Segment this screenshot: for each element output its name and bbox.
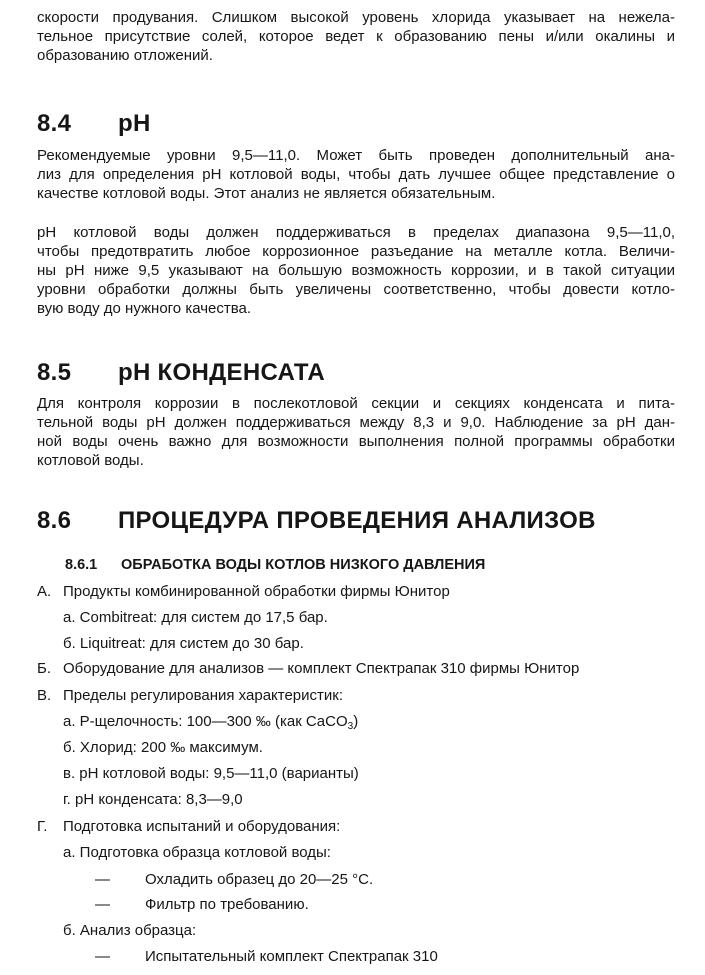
text-line: качестве котловой воды. Этот анализ не является обязательным.: [37, 185, 496, 202]
list-subitem: б. Хлорид: 200 ‰ максимум.: [63, 739, 263, 756]
text-line: Для контроля коррозии в послекотловой секции и секциях конденсата и пита-: [37, 395, 675, 412]
section-8-5-paragraph: [37, 394, 675, 470]
text-line: тельной воды pH должен поддерживаться между 8,3 и 9,0. Наблюдение за pH дан-: [37, 414, 675, 431]
list-text: Пределы регулирования характеристик:: [63, 687, 344, 704]
text-line: котловой воды.: [37, 452, 144, 469]
dash-text: Испытательный комплект Спектрапак 310: [145, 948, 438, 965]
list-subitem: б. Liquitreat: для систем до 30 бар.: [63, 635, 304, 652]
list-subitem: [63, 712, 358, 731]
section-8-4-paragraph-2: [37, 223, 675, 318]
list-subitem: б. Анализ образца:: [63, 922, 197, 939]
dash-text: Фильтр по требованию.: [145, 896, 309, 913]
closing-paren: ): [353, 713, 359, 730]
section-title: pH: [118, 110, 151, 137]
section-8-5-heading: [37, 359, 325, 387]
section-8-4-heading: [37, 110, 151, 138]
list-subitem: а. Подготовка образца котловой воды:: [63, 844, 331, 861]
text-line: pH котловой воды должен поддерживаться в пределах диапазона 9,5—11,0,: [37, 224, 675, 241]
section-number: 8.6: [37, 507, 72, 534]
section-number: 8.5: [37, 359, 72, 386]
subsection-number: 8.6.1: [65, 557, 98, 573]
subsection-8-6-1-heading: [65, 556, 485, 574]
text-line: лиз для определения pH котловой воды, чтобы дать лучшее общее представление о: [37, 166, 675, 183]
list-subitem: г. pH конденсата: 8,3—9,0: [63, 791, 243, 808]
section-number: 8.4: [37, 110, 72, 137]
text-line: образованию отложений.: [37, 47, 213, 64]
list-text: Продукты комбинированной обработки фирмы Юнитор: [63, 583, 450, 600]
list-label: Б.: [37, 660, 52, 677]
list-label: В.: [37, 687, 52, 704]
dash-item: [95, 870, 373, 889]
list-item-a: [37, 582, 450, 601]
text-line: тельное присутствие солей, которое ведет к образованию пены и/или окалины и: [37, 28, 675, 45]
list-item-v: [37, 686, 343, 705]
dash-mark: —: [95, 948, 110, 965]
dash-item: [95, 895, 309, 914]
section-8-6-heading: [37, 507, 596, 535]
subsection-title: ОБРАБОТКА ВОДЫ КОТЛОВ НИЗКОГО ДАВЛЕНИЯ: [121, 557, 486, 573]
list-label: Г.: [37, 818, 48, 835]
text-line: скорости продувания. Слишком высокой уровень хлорида указывает на нежела-: [37, 9, 675, 26]
list-label: А.: [37, 583, 52, 600]
dash-text: Охладить образец до 20—25 °С.: [145, 871, 374, 888]
dash-mark: —: [95, 871, 110, 888]
dash-item: [95, 947, 438, 966]
subscript: 3: [347, 721, 354, 732]
section-title: ПРОЦЕДУРА ПРОВЕДЕНИЯ АНАЛИЗОВ: [118, 507, 596, 534]
list-item-g: [37, 817, 340, 836]
section-8-4-paragraph-1: [37, 146, 675, 203]
section-title: pH КОНДЕНСАТА: [118, 359, 325, 386]
alkalinity-text: а. Р-щелочность: 100—300 ‰ (как CaCO: [63, 713, 348, 730]
list-subitem: в. pH котловой воды: 9,5—11,0 (варианты): [63, 765, 359, 782]
list-text: Оборудование для анализов — комплект Спектрапак 310 фирмы Юнитор: [63, 660, 580, 677]
text-line: уровни обработки должны быть увеличены соответственно, чтобы довести котло-: [37, 281, 675, 298]
list-item-b: [37, 659, 579, 678]
list-text: Подготовка испытаний и оборудования:: [63, 818, 341, 835]
list-subitem: а. Combitreat: для систем до 17,5 бар.: [63, 609, 328, 626]
text-line: чтобы предотвратить любое коррозионное разъедание на металле котла. Величи-: [37, 243, 675, 260]
text-line: вую воду до нужного качества.: [37, 300, 252, 317]
dash-mark: —: [95, 896, 110, 913]
text-line: ны pH ниже 9,5 указывают на большую возможность коррозии, и в такой ситуации: [37, 262, 675, 279]
text-line: ной воды очень важно для возможности выполнения полной программы обработки: [37, 433, 675, 450]
text-line: Рекомендуемые уровни 9,5—11,0. Может быть проведен дополнительный ана-: [37, 147, 675, 164]
top-paragraph: [37, 8, 675, 65]
